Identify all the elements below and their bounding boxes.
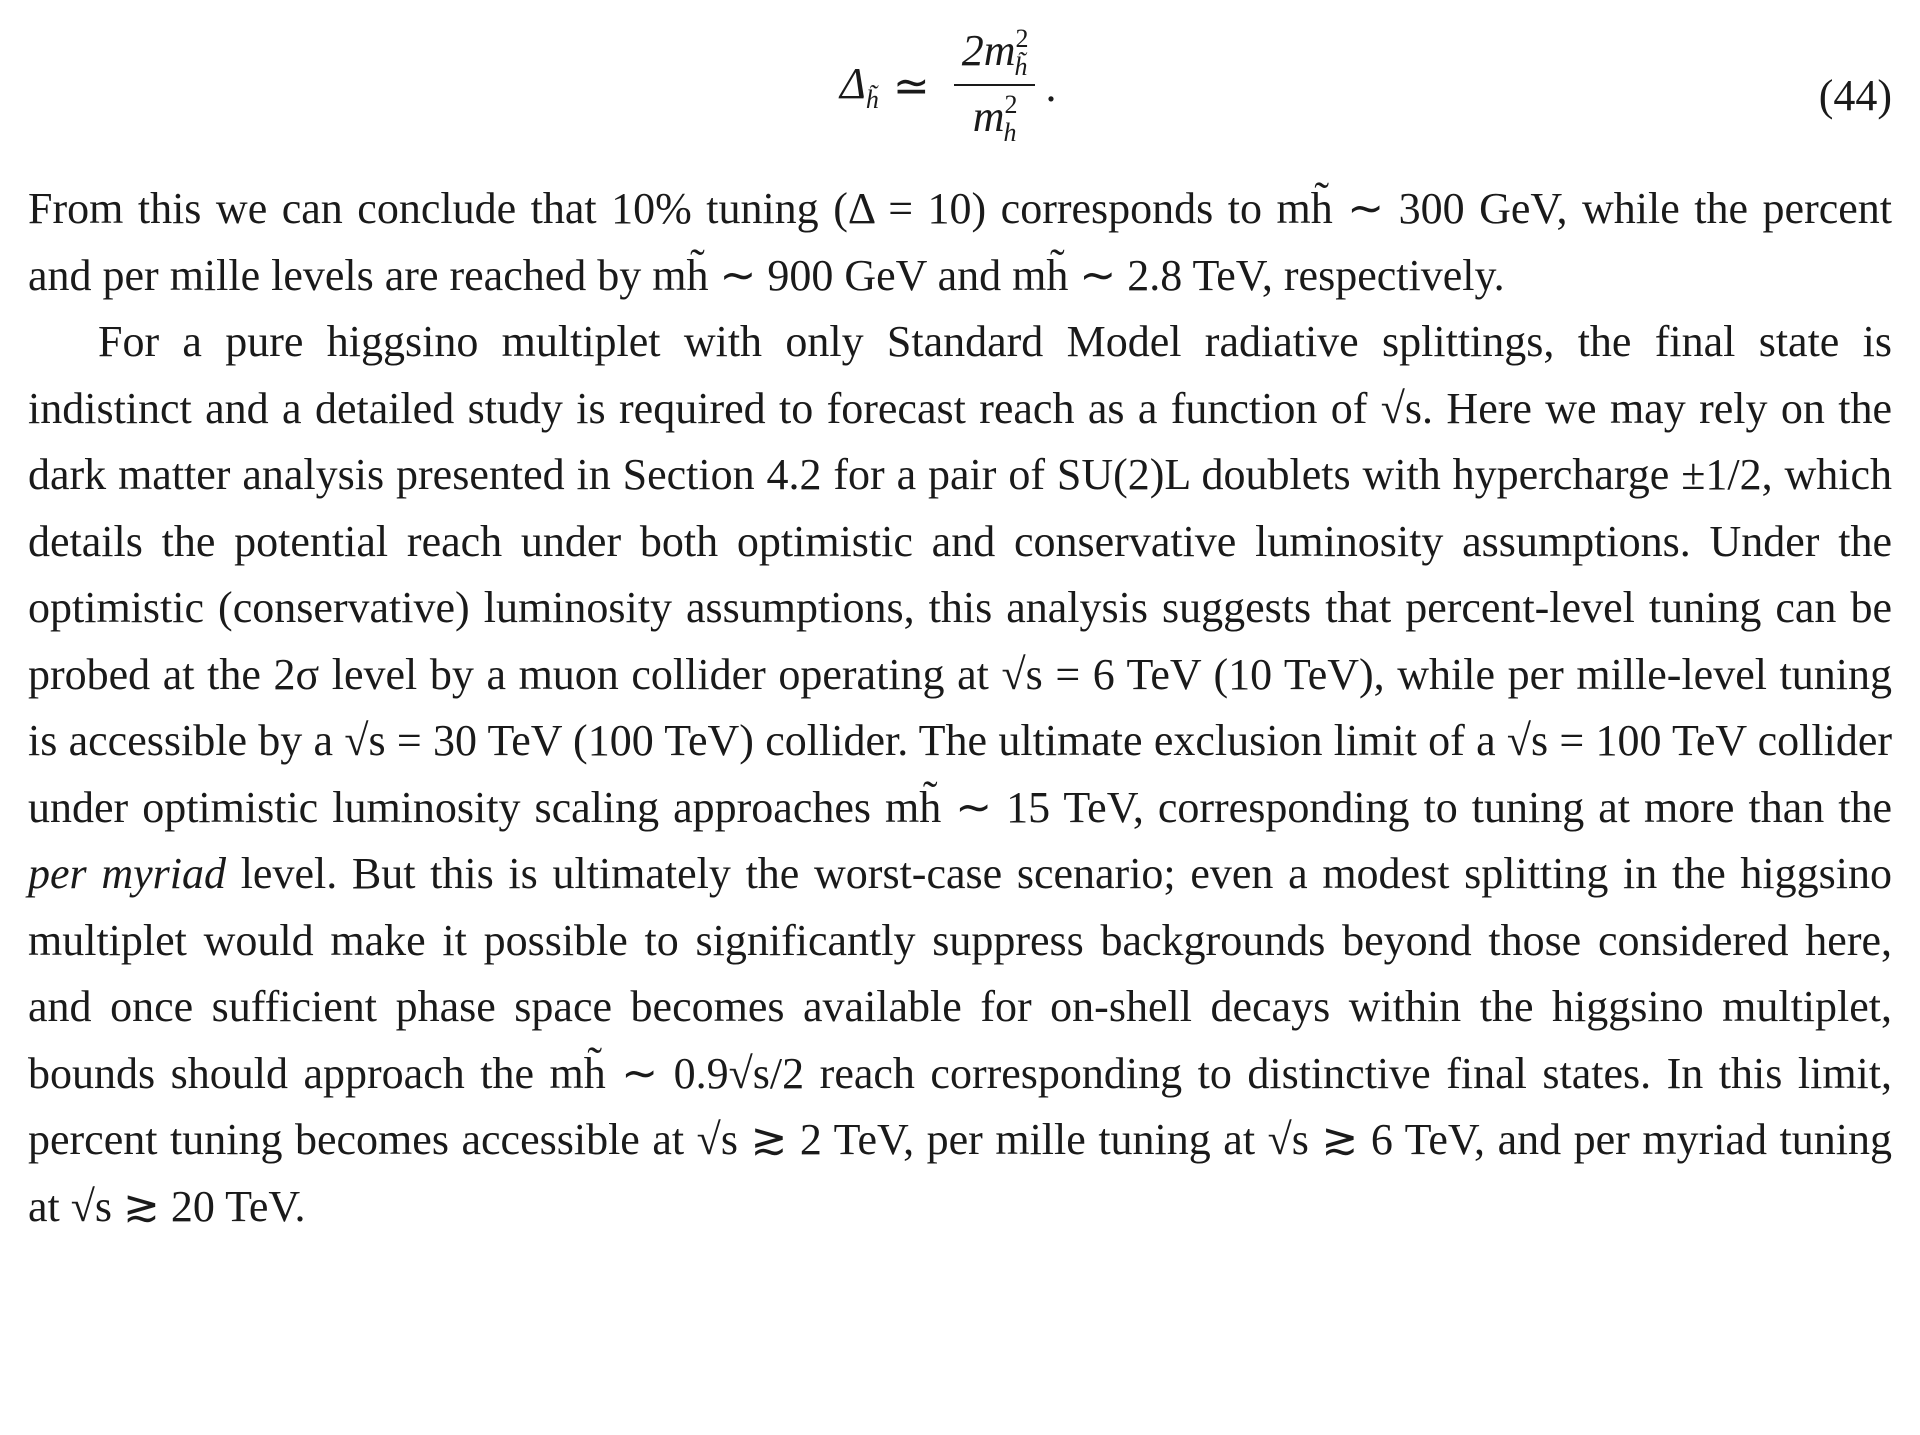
equation-fraction [954,26,1036,146]
paragraph-2: For a pure higgsino multiplet with only Standard Model radiative splittings, the final state is indistinct and a detailed study is required to forecast reach as a function of √s. Here we may rely on the dark matter analysis presented in Section 4.2 for a pair of SU(2)L doublets with hypercharge ±1/2, which details the potential reach under both optimistic and conservative luminosity assumptions. Under the optimistic (conservative) luminosity assumptions, this analysis suggests that percent-level tuning can be probed at the 2σ level by a muon collider operating at √s = 6 TeV (10 TeV), while per mille-level tuning is accessible by a √s = 30 TeV (100 TeV) collider. The ultimate exclusion limit of a √s = 100 TeV collider under optimistic luminosity scaling approaches mh̃ ∼ 15 TeV, corresponding to tuning at more than the per myriad level. But this is ultimately the worst-case scenario; even a modest splitting in the higgsino multiplet would make it possible to significantly suppress backgrounds beyond those considered here, and once sufficient phase space becomes available for on-shell decays within the higgsino multiplet, bounds should approach the mh̃ ∼ 0.9√s/2 reach corresponding to distinctive final states. In this limit, percent tuning becomes accessible at √s ≳ 2 TeV, per mille tuning at √s ≳ 6 TeV, and per myriad tuning at √s ≳ 20 TeV. [28,317,1892,1231]
equation-tail: . [1045,61,1057,111]
equation-relation: ≃ [892,61,930,111]
paper-page [28,0,1892,1435]
equation-numerator: $2m^2_{h̃}$ [954,26,1036,86]
per-myriad-emphasis: per myriad [28,849,226,898]
equation-denominator: $m^2_h$ [972,90,1018,147]
equation-body [840,26,1056,146]
paragraph-1: From this we can conclude that 10% tuning (Δ = 10) corresponds to mh̃ ∼ 300 GeV, while the percent and per mille levels are reached by mh̃ ∼ 900 GeV and mh̃ ∼ 2.8 TeV, respectively. [28,184,1893,300]
equation-lhs: $\Delta_{h̃}$ [840,58,879,114]
equation-44 [28,18,1892,158]
equation-number: (44) [1818,71,1892,120]
body-text [28,176,1892,1240]
